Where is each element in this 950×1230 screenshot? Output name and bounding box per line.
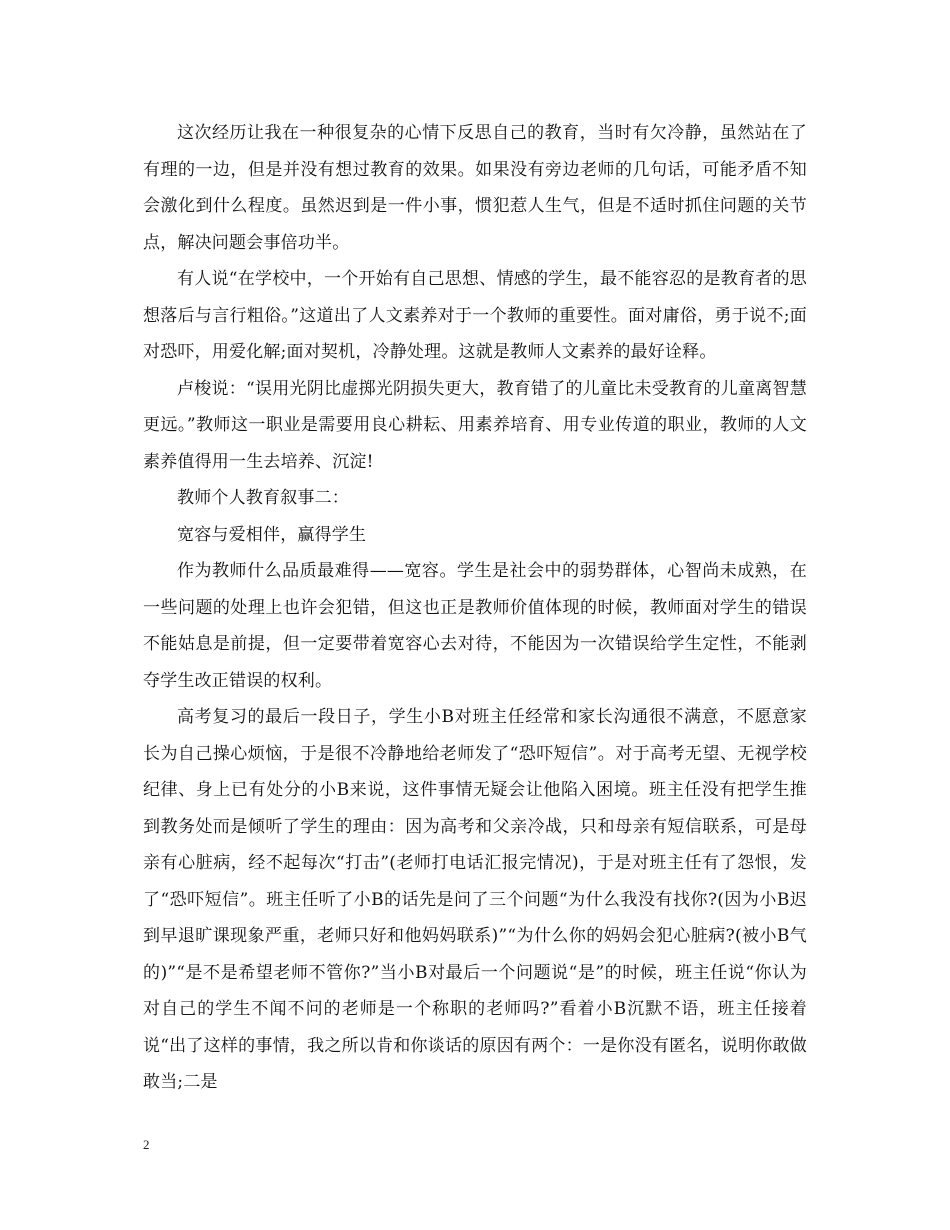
section-subtitle: 宽容与爱相伴，赢得学生	[177, 524, 367, 545]
document-body	[143, 115, 807, 1101]
paragraph-student-b-story: 高考复习的最后一段日子，学生小B对班主任经常和家长沟通很不满意，不愿意家长为自己操心烦恼，于是很不冷静地给老师发了“恐吓短信”。对于高考无望、无视学校纪律、身上已有处分的小B来说，这件事情无疑会让他陷入困境。班主任没有把学生推到教务处而是倾听了学生的理由：因为高考和父亲冷战，只和母亲有短信联系，可是母亲有心脏病，经不起每次“打击”(老师打电话汇报完情况)，于是对班主任有了怨恨，发了“恐吓短信”。班主任听了小B的话先是问了三个问题“为什么我没有找你?(因为小B迟到早退旷课现象严重，老师只好和他妈妈联系)”“为什么你的妈妈会犯心脏病?(被小B气的)”“是不是希望老师不管你?”当小B对最后一个问题说“是”的时候，班主任说“你认为对自己的学生不闻不问的老师是一个称职的老师吗?”看着小B沉默不语，班主任接着说“出了这样的事情，我之所以肯和你谈话的原因有两个：一是你没有匿名，说明你敢做敢当;二是	[143, 707, 807, 1092]
paragraph-tolerance: 作为教师什么品质最难得——宽容。学生是社会中的弱势群体，心智尚未成熟，在一些问题的处理上也许会犯错，但这也正是教师价值体现的时候，教师面对学生的错误不能姑息是前提，但一定要带着宽容心去对待，不能因为一次错误给学生定性，不能剥夺学生改正错误的权利。	[143, 561, 807, 691]
paragraph-humanistic-literacy: 有人说“在学校中，一个开始有自己思想、情感的学生，最不能容忍的是教育者的思想落后与言行粗俗。”这道出了人文素养对于一个教师的重要性。面对庸俗，勇于说不;面对恐吓，用爱化解;面对契机，冷静处理。这就是教师人文素养的最好诠释。	[143, 269, 807, 362]
section-heading: 教师个人教育叙事二：	[177, 488, 349, 508]
page-number: 2	[143, 1137, 150, 1152]
paragraph-rousseau-quote: 卢梭说：“误用光阴比虚掷光阴损失更大，教育错了的儿童比未受教育的儿童离智慧更远。”教师这一职业是需要用良心耕耘、用素养培育、用专业传道的职业，教师的人文素养值得用一生去培养、沉淀!	[143, 378, 807, 472]
paragraph-reflection: 这次经历让我在一种很复杂的心情下反思自己的教育，当时有欠冷静，虽然站在了有理的一边，但是并没有想过教育的效果。如果没有旁边老师的几句话，可能矛盾不知会激化到什么程度。虽然迟到是一件小事，惯犯惹人生气，但是不适时抓住问题的关节点，解决问题会事倍功半。	[143, 123, 807, 253]
